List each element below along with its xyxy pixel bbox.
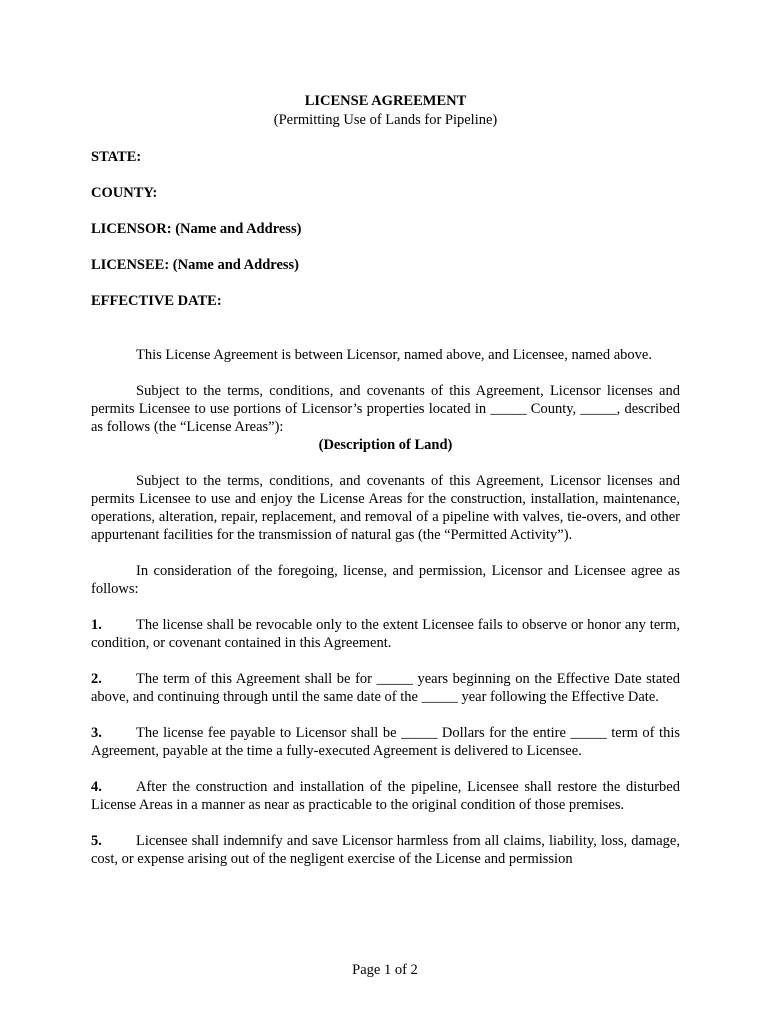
clause-number: 3. — [91, 725, 102, 741]
document-title: LICENSE AGREEMENT — [304, 93, 467, 109]
document-page — [91, 92, 680, 868]
effective-date-field: EFFECTIVE DATE: — [91, 293, 222, 309]
county-field: COUNTY: — [91, 185, 158, 201]
clause-3 — [91, 724, 680, 760]
intro-paragraph: This License Agreement is between Licensor, named above, and Licensee, named above. — [136, 347, 652, 363]
clause-text: Licensee shall indemnify and save Licensor harmless from all claims, liability, loss, damage, cost, or expense arising out of the negligent exercise of the License and permission — [91, 833, 680, 867]
licensor-field: LICENSOR: (Name and Address) — [91, 221, 302, 237]
clause-number: 4. — [91, 779, 102, 795]
clause-4 — [91, 778, 680, 814]
page-number: Page 1 of 2 — [352, 962, 418, 978]
grant-areas-paragraph: Subject to the terms, conditions, and covenants of this Agreement, Licensor licenses and permits Licensee to use portions of Licensor’s properties located in _____ County, _____, described as follows (the “License Areas”): — [91, 383, 680, 435]
clause-text: After the construction and installation of the pipeline, Licensee shall restore the disturbed License Areas in a manner as near as practicable to the original condition of those premises. — [91, 779, 680, 813]
description-heading: (Description of Land) — [318, 437, 453, 453]
licensee-field: LICENSEE: (Name and Address) — [91, 257, 300, 273]
clause-text: The term of this Agreement shall be for _____ years beginning on the Effective Date stated above, and continuing through until the same date of the _____ year following the Effective Date. — [91, 671, 680, 705]
clause-5 — [91, 832, 680, 868]
clause-1 — [91, 616, 680, 652]
state-field: STATE: — [91, 149, 142, 165]
consideration-paragraph: In consideration of the foregoing, license, and permission, Licensor and Licensee agree as follows: — [91, 563, 680, 597]
clause-number: 1. — [91, 617, 102, 633]
grant-activity-paragraph: Subject to the terms, conditions, and covenants of this Agreement, Licensor licenses and permits Licensee to use and enjoy the License Areas for the construction, installation, maintenance, operations, alteration, repair, replacement, and removal of a pipeline with valves, tie-overs, and other appurtenant facilities for the transmission of natural gas (the “Permitted Activity”). — [91, 473, 680, 543]
clause-number: 5. — [91, 833, 102, 849]
clause-2 — [91, 670, 680, 706]
clause-text: The license fee payable to Licensor shall be _____ Dollars for the entire _____ term of this Agreement, payable at the time a fully-executed Agreement is delivered to Licensee. — [91, 725, 680, 759]
clause-number: 2. — [91, 671, 102, 687]
document-subtitle: (Permitting Use of Lands for Pipeline) — [273, 112, 498, 128]
clause-text: The license shall be revocable only to the extent Licensee fails to observe or honor any term, condition, or covenant contained in this Agreement. — [91, 617, 680, 651]
